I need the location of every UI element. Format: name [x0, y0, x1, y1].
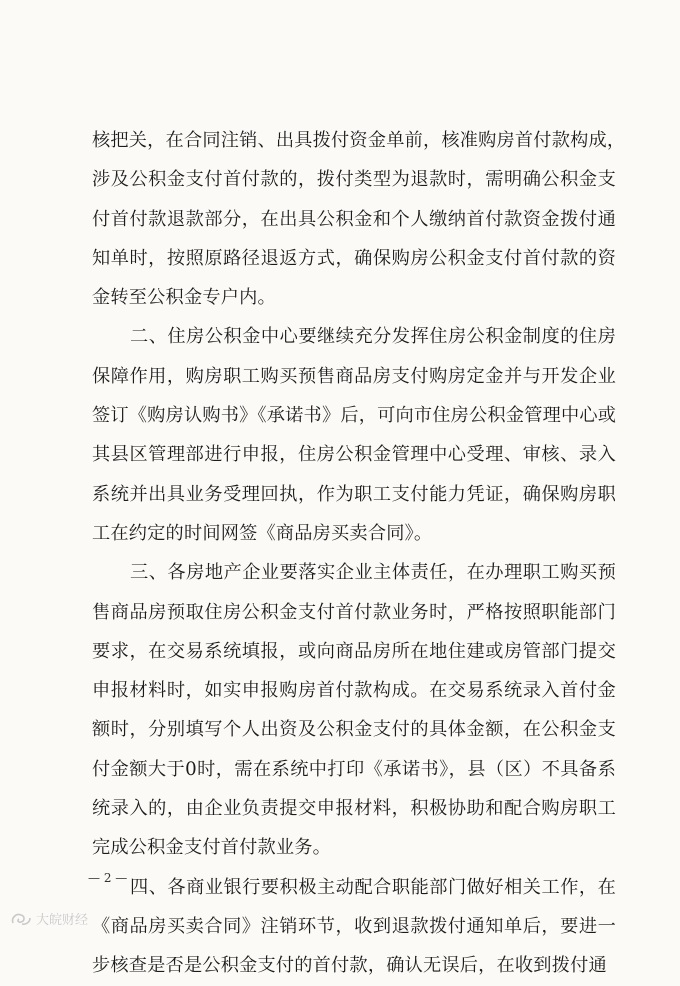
text-line: 核把关，在合同注销、出具拨付资金单前，核准购房首付款构成，: [92, 130, 626, 151]
text-line: 统录入的，由企业负责提交申报材料，积极协助和配合购房职工: [92, 798, 616, 820]
page-number: — 2 —: [88, 871, 128, 885]
text-line: 四、各商业银行要积极主动配合职能部门做好相关工作，在: [130, 876, 616, 898]
text-line: 签订《购房认购书》《承诺书》后，可向市住房公积金管理中心或: [92, 405, 617, 427]
text-line: 申报材料时，如实申报购房首付款构成。在交易系统录入首付金: [92, 680, 616, 702]
text-line: 三、各房地产企业要落实企业主体责任，在办理职工购买预: [130, 562, 616, 584]
text-line: 工在约定的时间网签《商品房买卖合同》。: [92, 522, 433, 544]
text-line: 金转至公积金专户内。: [92, 287, 276, 309]
paragraph: [92, 553, 616, 867]
watermark-text: 大皖财经: [36, 913, 89, 928]
text-line: 二、住房公积金中心要继续充分发挥住房公积金制度的住房: [130, 326, 616, 348]
text-line: 售商品房预取住房公积金支付首付款业务时，严格按照职能部门: [92, 601, 616, 623]
text-line: 付金额大于0时，需在系统中打印《承诺书》，县（区）不具备系: [92, 758, 616, 780]
text-line: 涉及公积金支付首付款的，拨付类型为退款时，需明确公积金支: [92, 169, 616, 191]
text-line: 保障作用，购房职工购买预售商品房支付购房定金并与开发企业: [92, 365, 616, 387]
text-line: 付首付款退款部分，在出具公积金和个人缴纳首付款资金拨付通: [92, 208, 616, 230]
paragraph: [92, 868, 616, 986]
text-line: 《商品房买卖合同》注销环节，收到退款拨付通知单后，要进一: [92, 915, 616, 937]
text-line: 额时，分别填写个人出资及公积金支付的具体金额，在公积金支: [92, 719, 616, 741]
text-line: 知单时，按照原路径退返方式，确保购房公积金支付首付款的资: [92, 247, 616, 269]
text-line: 其县区管理部进行申报，住房公积金管理中心受理、审核、录入: [92, 444, 616, 466]
paragraph: [92, 121, 626, 317]
text-line: 完成公积金支付首付款业务。: [92, 837, 332, 859]
swirl-logo-icon: [10, 911, 32, 927]
text-line: 要求，在交易系统填报，或向商品房所在地住建或房管部门提交: [92, 640, 616, 662]
text-line: 系统并出具业务受理回执，作为职工支付能力凭证，确保购房职: [92, 483, 616, 505]
document-body: [92, 121, 626, 986]
text-line: 步核查是否是公积金支付的首付款，确认无误后，在收到拨付通: [92, 955, 607, 977]
paragraph: [92, 317, 616, 553]
watermark: [10, 909, 88, 928]
